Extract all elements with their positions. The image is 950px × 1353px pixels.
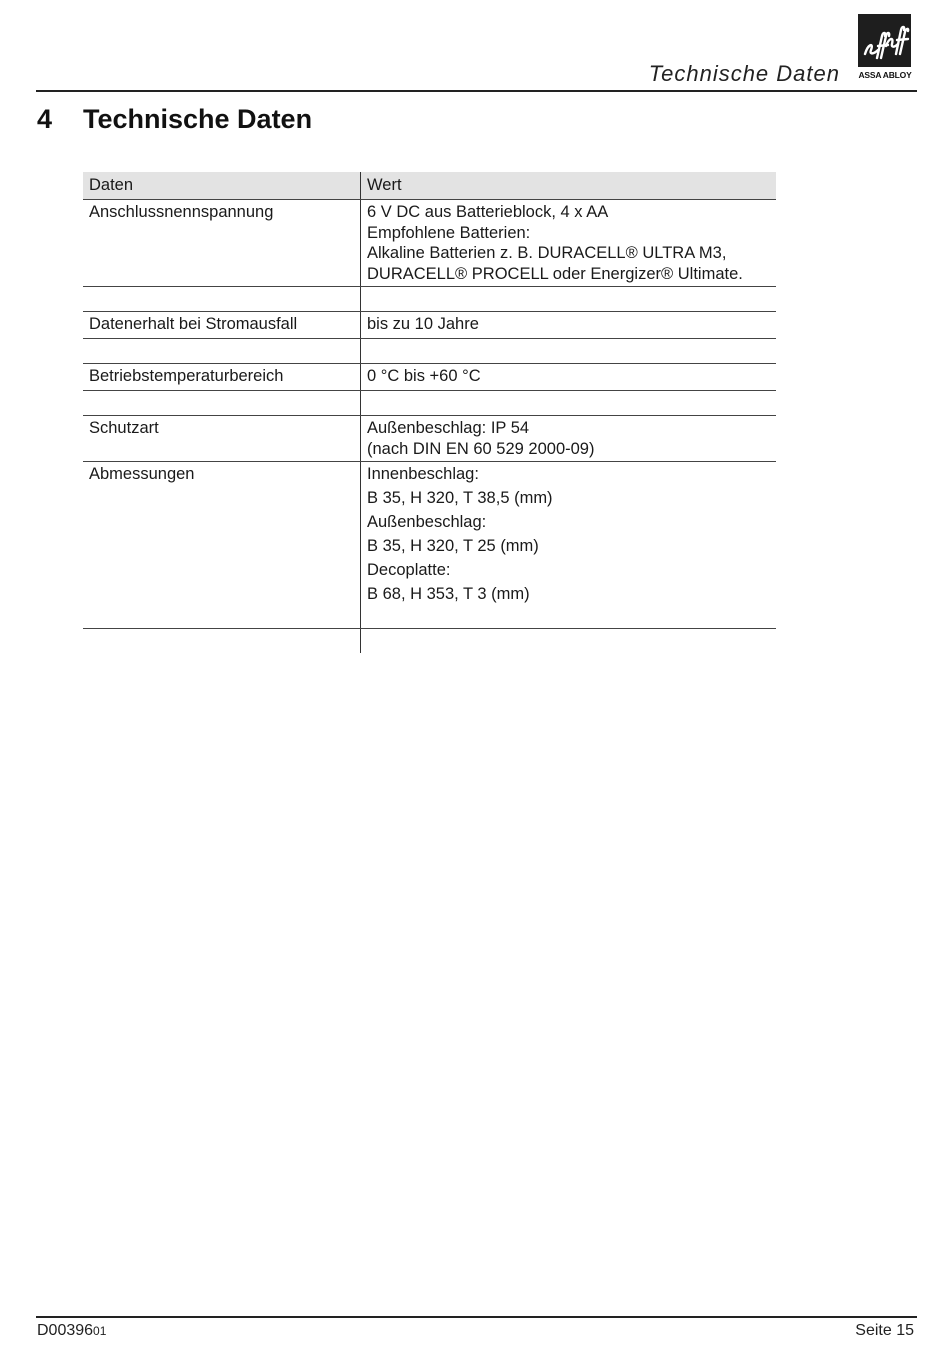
row-value (361, 312, 777, 339)
value-line: B 35, H 320, T 38,5 (mm) (367, 489, 553, 507)
row-value (361, 462, 777, 629)
row-value (361, 200, 777, 287)
section-title: Technische Daten (83, 104, 313, 134)
document-id-main: D00396 (37, 1322, 94, 1339)
running-title: Technische Daten (648, 61, 840, 86)
row-label: Anschlussnennspannung (83, 200, 361, 287)
header-divider (36, 90, 917, 92)
row-label: Datenerhalt bei Stromausfall (83, 312, 361, 339)
row-label: Schutzart (83, 416, 361, 462)
effeff-logo-icon (858, 14, 911, 67)
table-row (83, 312, 776, 339)
spacer-row (83, 339, 776, 364)
value-line: Empfohlene Batterien: (367, 223, 531, 242)
spacer-row (83, 391, 776, 416)
section-number: 4 (37, 104, 53, 134)
spacer-row (83, 287, 776, 312)
value-line: Alkaline Batterien z. B. DURACELL® ULTRA M3, (367, 244, 727, 262)
footer-divider (36, 1316, 917, 1318)
document-id-suffix: 01 (93, 1324, 107, 1338)
section-heading (37, 104, 312, 135)
table-row (83, 364, 776, 391)
value-line: Außenbeschlag: IP 54 (367, 419, 530, 437)
table-header-row (83, 172, 776, 200)
value-line: Decoplatte: (367, 561, 451, 579)
value-line: 6 V DC aus Batterieblock, 4 x AA (367, 203, 609, 221)
table-row (83, 462, 776, 629)
table-row (83, 416, 776, 462)
table-row (83, 200, 776, 287)
value-line: DURACELL® PROCELL oder Energizer® Ultimate. (367, 264, 743, 283)
row-label: Abmessungen (83, 462, 361, 629)
value-line: B 35, H 320, T 25 (mm) (367, 537, 539, 555)
row-label: Betriebstemperaturbereich (83, 364, 361, 391)
column-header-daten: Daten (83, 172, 361, 200)
value-line: bis zu 10 Jahre (367, 315, 479, 333)
brand-name: ASSA ABLOY (858, 70, 912, 80)
row-value (361, 364, 777, 391)
value-line: B 68, H 353, T 3 (mm) (367, 585, 530, 603)
value-line: Innenbeschlag: (367, 465, 479, 483)
column-header-wert: Wert (361, 172, 777, 200)
technical-data-table (83, 172, 776, 653)
row-value (361, 416, 777, 462)
spacer-row (83, 629, 776, 654)
value-line: 0 °C bis +60 °C (367, 367, 481, 385)
value-line: (nach DIN EN 60 529 2000-09) (367, 439, 595, 458)
page-number: Seite 15 (855, 1322, 914, 1339)
value-line: Außenbeschlag: (367, 513, 487, 531)
document-id (37, 1322, 106, 1340)
